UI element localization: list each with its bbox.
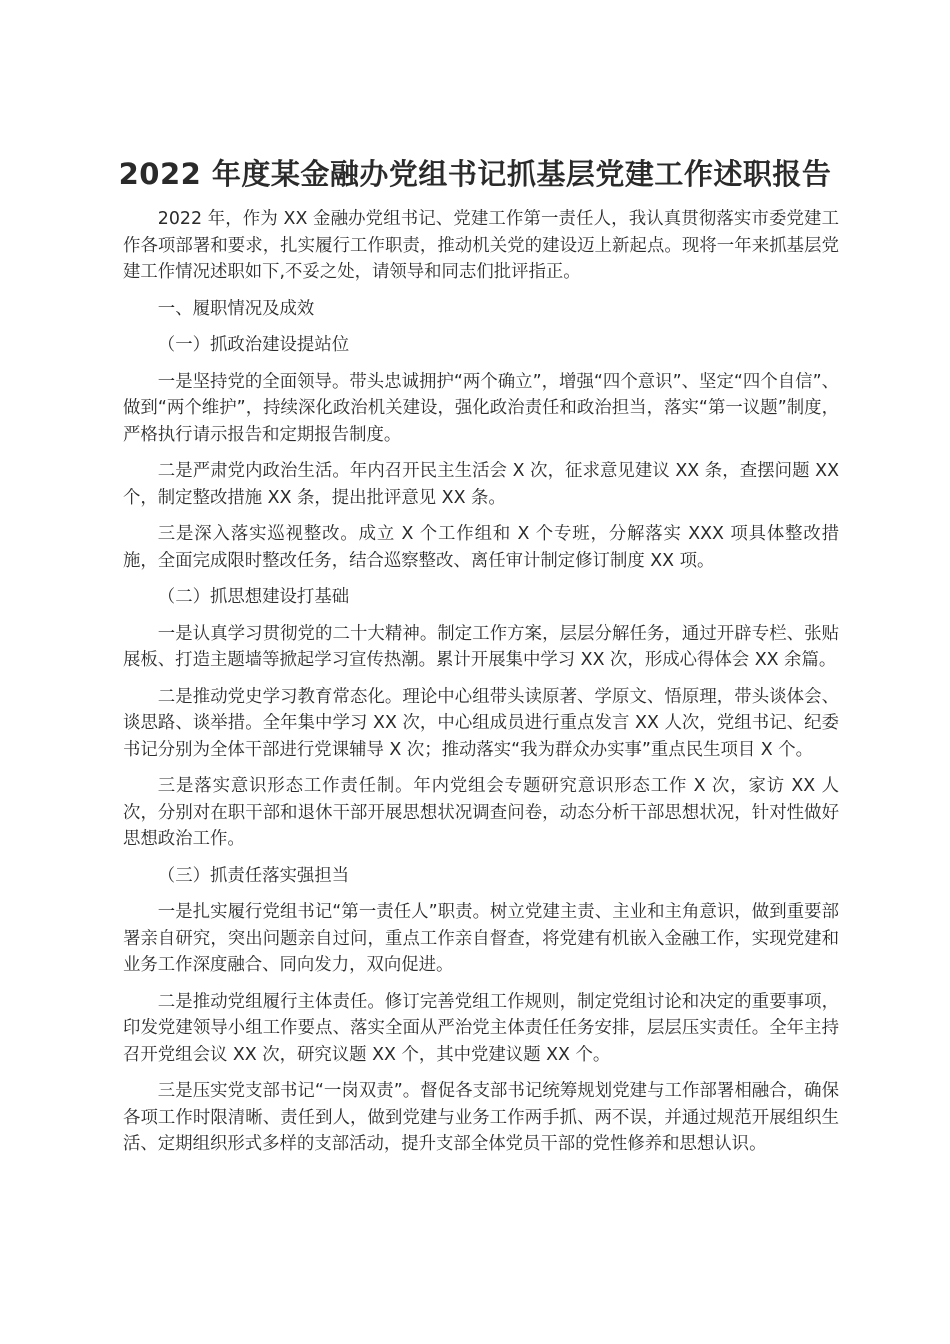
body-paragraph: 二是严肃党内政治生活。年内召开民主生活会 X 次，征求意见建议 XX 条，查摆问题 XX 个，制定整改措施 XX 条，提出批评意见 XX 条。 bbox=[123, 461, 839, 508]
body-paragraph: 一是扎实履行党组书记“第一责任人”职责。树立党建主责、主业和主角意识，做到重要部署亲自研究，突出问题亲自过问，重点工作亲自督查，将党建有机嵌入金融工作，实现党建和业务工作深度融合、同向发力，双向促进。 bbox=[123, 902, 839, 975]
body-paragraph: 一是认真学习贯彻党的二十大精神。制定工作方案，层层分解任务，通过开辟专栏、张贴展板、打造主题墙等掀起学习宣传热潮。累计开展集中学习 XX 次，形成心得体会 XX 余篇。 bbox=[123, 623, 839, 670]
subsection-heading-2: （二）抓思想建设打基础 bbox=[157, 587, 350, 607]
body-paragraph: 三是落实意识形态工作责任制。年内党组会专题研究意识形态工作 X 次，家访 XX 人次，分别对在职干部和退休干部开展思想状况调查问卷，动态分析干部思想状况，针对性做好思想政治工作。 bbox=[123, 776, 839, 849]
document-title: 2022 年度某金融办党组书记抓基层党建工作述职报告 bbox=[118, 157, 832, 191]
body-paragraph: 三是深入落实巡视整改。成立 X 个工作组和 X 个专班，分解落实 XXX 项具体整改措施，全面完成限时整改任务，结合巡察整改、离任审计制定修订制度 XX 项。 bbox=[123, 524, 839, 571]
subsection-heading-1: （一）抓政治建设提站位 bbox=[157, 335, 350, 355]
subsection-heading-3: （三）抓责任落实强担当 bbox=[157, 865, 350, 886]
body-paragraph: 二是推动党组履行主体责任。修订完善党组工作规则，制定党组讨论和决定的重要事项，印发党建领导小组工作要点、落实全面从严治党主体责任任务安排，层层压实责任。全年主持召开党组会议 XX 次，研究议题 XX 个，其中党建议题 XX 个。 bbox=[123, 991, 839, 1065]
body-paragraph: 三是压实党支部书记“一岗双责”。督促各支部书记统筹规划党建与工作部署相融合，确保各项工作时限清晰、责任到人，做到党建与业务工作两手抓、两不误，并通过规范开展组织生活、定期组织形式多样的支部活动，提升支部全体党员干部的党性修养和思想认识。 bbox=[123, 1081, 839, 1154]
body-paragraph: 二是推动党史学习教育常态化。理论中心组带头读原著、学原文、悟原理，带头谈体会、谈思路、谈举措。全年集中学习 XX 次，中心组成员进行重点发言 XX 人次，党组书记、纪委书记分别为全体干部进行党课辅导 X 次；推动落实“我为群众办实事”重点民生项目 X 个。 bbox=[123, 686, 839, 760]
section-heading-1: 一、履职情况及成效 bbox=[157, 298, 315, 319]
body-paragraph: 一是坚持党的全面领导。带头忠诚拥护“两个确立”，增强“四个意识”、坚定“四个自信”、做到“两个维护”，持续深化政治机关建设，强化政治责任和政治担当，落实“第一议题”制度，严格执行请示报告和定期报告制度。 bbox=[123, 371, 839, 445]
intro-paragraph: 2022 年，作为 XX 金融办党组书记、党建工作第一责任人，我认真贯彻落实市委党建工作各项部署和要求，扎实履行工作职责，推动机关党的建设迈上新起点。现将一年来抓基层党建工作情况述职如下,不妥之处，请领导和同志们批评指正。 bbox=[123, 209, 839, 282]
document-body bbox=[123, 206, 839, 1168]
